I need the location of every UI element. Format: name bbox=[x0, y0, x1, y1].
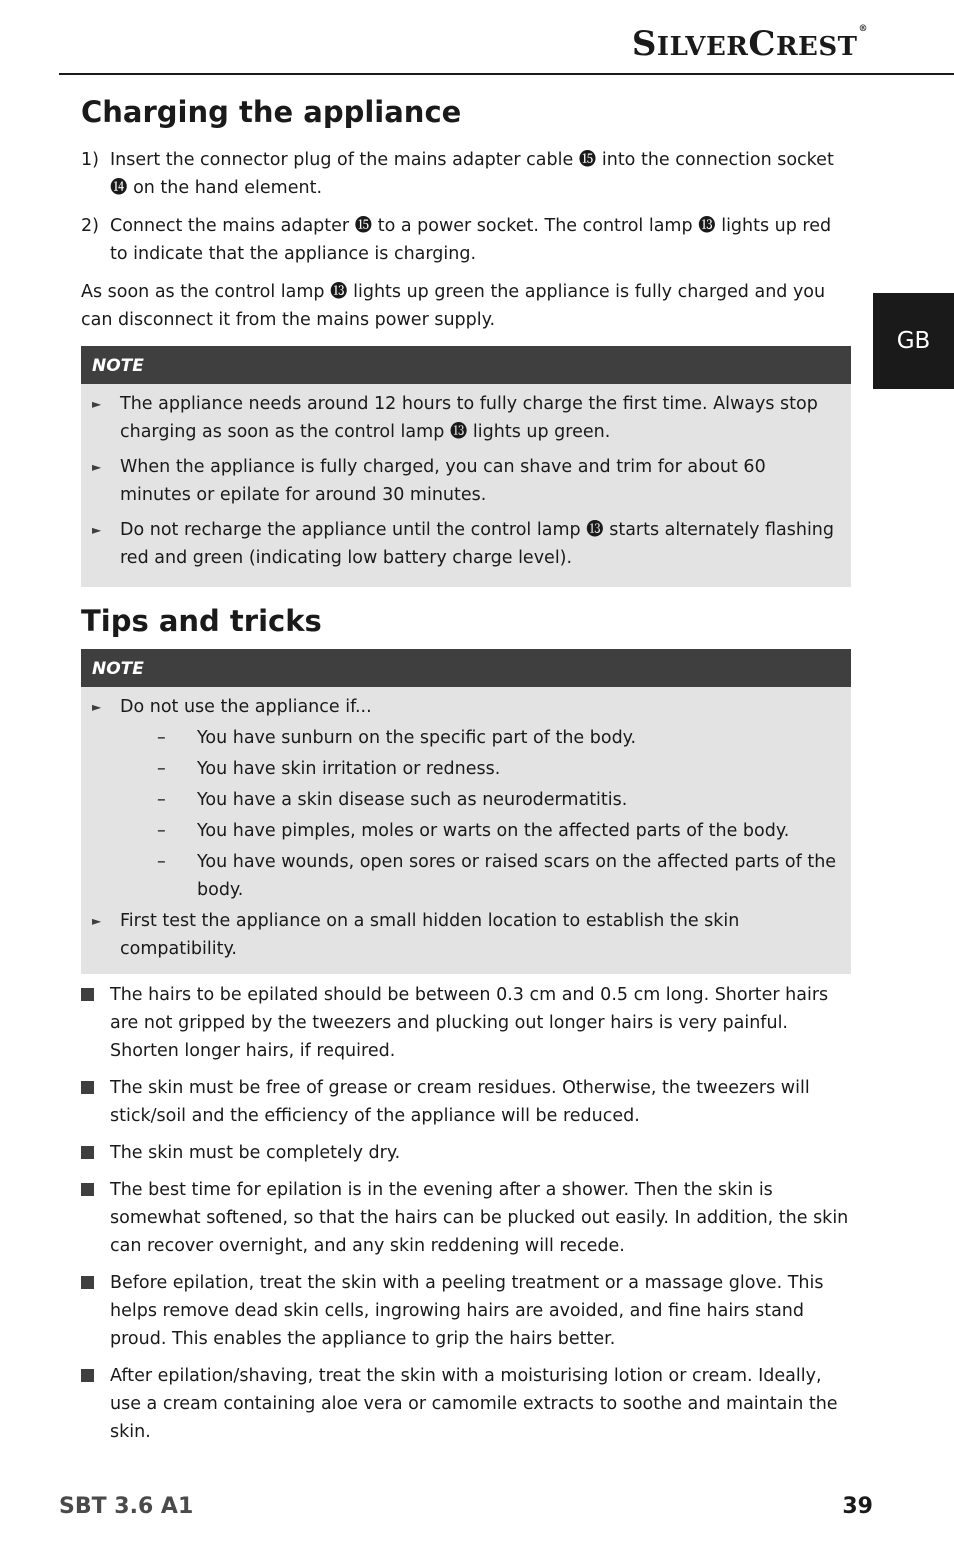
note-item-text: The appliance needs around 12 hours to fully charge the first time. Always stop charging as soon as the control lamp ⓭ lights up green. bbox=[120, 393, 818, 442]
sub-list-item bbox=[157, 755, 837, 783]
arrow-bullet-icon: ► bbox=[92, 522, 102, 537]
note-item bbox=[92, 907, 837, 963]
arrow-bullet-icon: ► bbox=[92, 913, 102, 928]
sub-item-text: You have skin irritation or redness. bbox=[197, 758, 501, 779]
note-box-tips bbox=[81, 649, 851, 974]
sub-list-item bbox=[157, 848, 837, 904]
sub-item-text: You have wounds, open sores or raised scars on the affected parts of the body. bbox=[197, 851, 837, 900]
note-item bbox=[92, 693, 837, 721]
sub-item-text: You have sunburn on the specific part of the body. bbox=[197, 727, 637, 748]
dash-bullet-icon: – bbox=[157, 789, 166, 810]
sub-list bbox=[157, 724, 837, 904]
note-item-text: Do not recharge the appliance until the control lamp ⓭ starts alternately flashing red and green (indicating low battery charge level). bbox=[120, 519, 835, 568]
step-item bbox=[81, 212, 851, 268]
square-bullet-icon bbox=[81, 981, 110, 1065]
charging-paragraph: As soon as the control lamp ⓭ lights up green the appliance is fully charged and you can disconnect it from the mains power supply. bbox=[81, 281, 826, 330]
section-title-charging: Charging the appliance bbox=[81, 95, 462, 129]
registered-mark: ® bbox=[858, 24, 868, 34]
tip-text: Before epilation, treat the skin with a peeling treatment or a massage glove. This helps remove dead skin cells, ingrowing hairs are avoided, and fine hairs stand proud. This enables the appliance to grip the hairs better. bbox=[110, 1272, 824, 1349]
step-number: 1) bbox=[81, 149, 99, 170]
step-text: Connect the mains adapter ⓯ to a power socket. The control lamp ⓭ lights up red to indicate that the appliance is charging. bbox=[110, 215, 832, 264]
tip-text: The skin must be completely dry. bbox=[110, 1142, 401, 1163]
note-item bbox=[92, 516, 837, 572]
brand-text: ILVER bbox=[656, 32, 749, 62]
tip-item bbox=[81, 1176, 851, 1260]
arrow-bullet-icon: ► bbox=[92, 459, 102, 474]
sub-item-text: You have pimples, moles or warts on the affected parts of the body. bbox=[197, 820, 790, 841]
page-number: 39 bbox=[842, 1494, 873, 1519]
tip-text: After epilation/shaving, treat the skin with a moisturising lotion or cream. Ideally, use a cream containing aloe vera or camomile extracts to soothe and maintain the skin. bbox=[110, 1365, 838, 1442]
sub-list-item bbox=[157, 724, 837, 752]
header-rule bbox=[59, 73, 954, 75]
tip-item bbox=[81, 1269, 851, 1353]
step-text: Insert the connector plug of the mains adapter cable ⓯ into the connection socket ⓮ on the hand element. bbox=[110, 149, 834, 198]
square-bullet-icon bbox=[81, 1139, 110, 1167]
dash-bullet-icon: – bbox=[157, 727, 166, 748]
sub-list-item bbox=[157, 786, 837, 814]
sub-list-item bbox=[157, 817, 837, 845]
brand-letter: S bbox=[631, 24, 657, 64]
note-item-text: Do not use the appliance if... bbox=[120, 696, 372, 717]
tip-text: The skin must be free of grease or cream residues. Otherwise, the tweezers will stick/soil and the efficiency of the appliance will be reduced. bbox=[110, 1077, 810, 1126]
tip-text: The best time for epilation is in the evening after a shower. Then the skin is somewhat softened, so that the hairs can be plucked out easily. In addition, the skin can recover overnight, and any skin reddening will recede. bbox=[110, 1179, 849, 1256]
page-content bbox=[81, 95, 851, 1455]
note-item-text: First test the appliance on a small hidden location to establish the skin compatibility. bbox=[120, 910, 740, 959]
note-label: NOTE bbox=[81, 346, 851, 384]
dash-bullet-icon: – bbox=[157, 820, 166, 841]
note-label: NOTE bbox=[81, 649, 851, 687]
footer-model: SBT 3.6 A1 bbox=[59, 1494, 194, 1519]
step-item bbox=[81, 146, 851, 202]
square-bullet-icon bbox=[81, 1362, 110, 1446]
dash-bullet-icon: – bbox=[157, 758, 166, 779]
brand-text: REST bbox=[775, 32, 858, 62]
note-item bbox=[92, 390, 837, 446]
note-body bbox=[81, 384, 851, 572]
tip-text: The hairs to be epilated should be between 0.3 cm and 0.5 cm long. Shorter hairs are not gripped by the tweezers and plucking out longer hairs is very painful. Shorten longer hairs, if required. bbox=[110, 984, 829, 1061]
square-bullet-icon bbox=[81, 1176, 110, 1260]
sub-item-text: You have a skin disease such as neurodermatitis. bbox=[197, 789, 628, 810]
arrow-bullet-icon: ► bbox=[92, 396, 102, 411]
note-body bbox=[81, 687, 851, 963]
step-number: 2) bbox=[81, 215, 99, 236]
tip-item bbox=[81, 1139, 851, 1167]
tip-item bbox=[81, 1074, 851, 1130]
tips-list bbox=[81, 981, 851, 1446]
brand-logo bbox=[632, 24, 868, 64]
section-title-tips: Tips and tricks bbox=[81, 603, 322, 638]
tip-item bbox=[81, 981, 851, 1065]
arrow-bullet-icon: ► bbox=[92, 699, 102, 714]
square-bullet-icon bbox=[81, 1074, 110, 1130]
dash-bullet-icon: – bbox=[157, 851, 166, 872]
language-tab: GB bbox=[873, 293, 954, 389]
note-item bbox=[92, 453, 837, 509]
square-bullet-icon bbox=[81, 1269, 110, 1353]
brand-letter: C bbox=[748, 24, 776, 64]
note-box-charging bbox=[81, 346, 851, 587]
note-item-text: When the appliance is fully charged, you can shave and trim for about 60 minutes or epilate for around 30 minutes. bbox=[120, 456, 766, 505]
tip-item bbox=[81, 1362, 851, 1446]
